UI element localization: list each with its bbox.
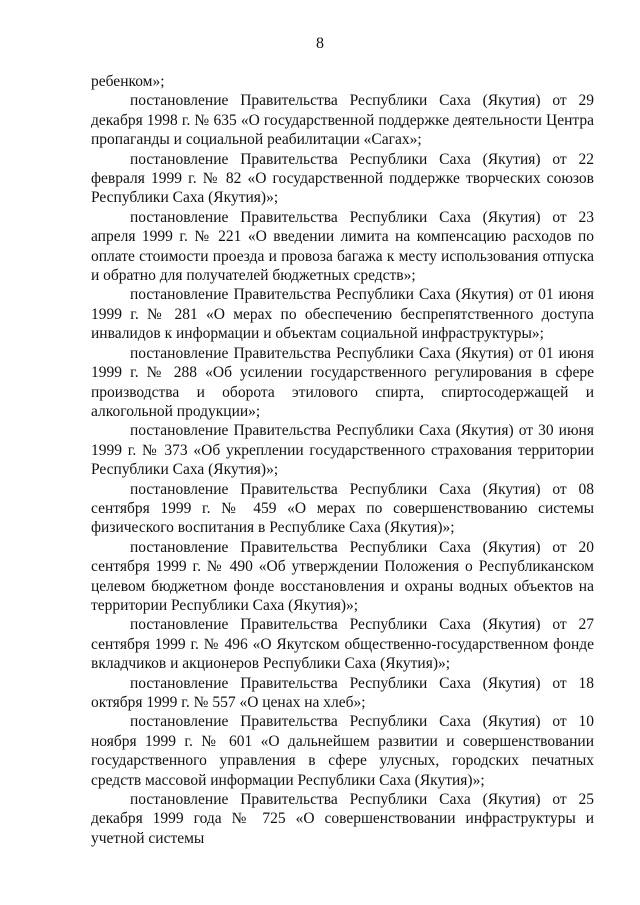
list-item-resolution: постановление Правительства Республики Саха (Якутия) от 25 декабря 1999 года № 725 «О совершенствовании инфраструктуры и учетной системы [91, 791, 594, 847]
list-item-resolution: постановление Правительства Республики Саха (Якутия) от 23 апреля 1999 г. № 221 «О введении лимита на компенсацию расходов по оплате стоимости проезда и провоза багажа к месту использования отпуска и обратно для получателей бюджетных средств»; [91, 208, 594, 285]
page-number: 8 [316, 35, 324, 52]
list-item-resolution: постановление Правительства Республики Саха (Якутия) от 01 июня 1999 г. № 281 «О мерах по обеспечению беспрепятственного доступа инвалидов к информации и объектам социальной инфраструктуры»; [91, 286, 594, 343]
list-item-resolution: постановление Правительства Республики Саха (Якутия) от 30 июня 1999 г. № 373 «Об укреплении государственного страхования территории Республики Саха (Якутия)»; [91, 422, 594, 479]
paragraph-continuation: ребенком»; [91, 73, 165, 90]
list-item-resolution: постановление Правительства Республики Саха (Якутия) от 29 декабря 1998 г. № 635 «О государственной поддержке деятельности Центра пропаганды и социальной реабилитации «Сагах»; [91, 92, 594, 149]
list-item-resolution: постановление Правительства Республики Саха (Якутия) от 22 февраля 1999 г. № 82 «О государственной поддержке творческих союзов Республики Саха (Якутия)»; [91, 150, 594, 207]
list-item-resolution: постановление Правительства Республики Саха (Якутия) от 01 июня 1999 г. № 288 «Об усилении государственного регулирования в сфере производства и оборота этилового спирта, спиртосодержащей и алкогольной продукции»; [91, 344, 594, 420]
document-body [91, 72, 594, 848]
list-item-resolution: постановление Правительства Республики Саха (Якутия) от 08 сентября 1999 г. № 459 «О мерах по совершенствованию системы физического воспитания в Республике Саха (Якутия)»; [91, 480, 594, 537]
list-item-resolution: постановление Правительства Республики Саха (Якутия) от 27 сентября 1999 г. № 496 «О Якутском общественно-государственном фонде вкладчиков и акционеров Республики Саха (Якутия)»; [91, 616, 594, 673]
list-item-resolution: постановление Правительства Республики Саха (Якутия) от 20 сентября 1999 г. № 490 «Об утверждении Положения о Республиканском целевом бюджетном фонде восстановления и охраны водных объектов на территории Республики Саха (Якутия)»; [91, 538, 594, 614]
list-item-resolution: постановление Правительства Республики Саха (Якутия) от 18 октября 1999 г. № 557 «О ценах на хлеб»; [91, 674, 594, 711]
list-item-resolution: постановление Правительства Республики Саха (Якутия) от 10 ноября 1999 г. № 601 «О дальнейшем развитии и совершенствовании государственного управления в сфере улусных, городских печатных средств массовой информации Республики Саха (Якутия)»; [91, 713, 594, 789]
